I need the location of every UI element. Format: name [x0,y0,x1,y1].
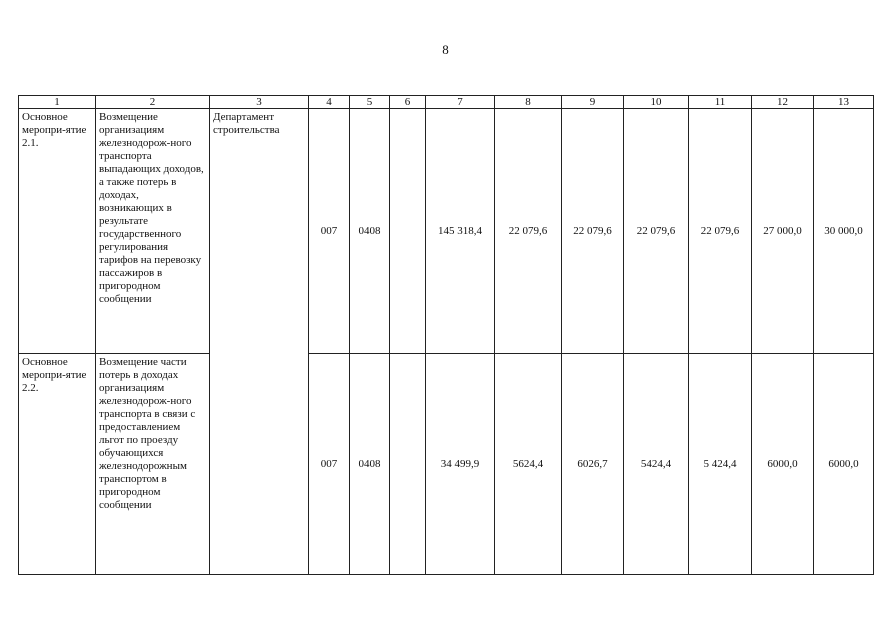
total-amount-cell: 34 499,9 [426,354,495,575]
amount-cell-13: 30 000,0 [814,109,874,354]
event-code-cell: Основное меропри-ятие 2.1. [19,109,96,354]
total-amount-cell: 145 318,4 [426,109,495,354]
table-row [19,109,874,354]
amount-cell-8: 22 079,6 [495,109,562,354]
header-cell-12: 12 [752,96,814,109]
amount-cell-10: 5424,4 [624,354,689,575]
table-header-row [19,96,874,109]
program-table [18,95,874,575]
header-cell-10: 10 [624,96,689,109]
section-code-cell: 0408 [350,354,390,575]
header-cell-2: 2 [96,96,210,109]
executor-cell: Департамент строительства [210,109,309,354]
event-description-cell: Возмещение части потерь в доходах организациям железнодорож-ного транспорта в связи с предоставлением льгот по проезду обучающихся железнодорожным транспортом в пригородном сообщении [96,354,210,575]
header-cell-1: 1 [19,96,96,109]
page-number: 8 [442,42,449,57]
header-cell-11: 11 [689,96,752,109]
col6-cell [390,354,426,575]
amount-cell-12: 6000,0 [752,354,814,575]
col6-cell [390,109,426,354]
header-cell-7: 7 [426,96,495,109]
amount-cell-9: 6026,7 [562,354,624,575]
event-code-cell: Основное меропри-ятие 2.2. [19,354,96,575]
amount-cell-9: 22 079,6 [562,109,624,354]
amount-cell-8: 5624,4 [495,354,562,575]
header-cell-9: 9 [562,96,624,109]
header-cell-3: 3 [210,96,309,109]
amount-cell-11: 5 424,4 [689,354,752,575]
amount-cell-11: 22 079,6 [689,109,752,354]
section-code-cell: 0408 [350,109,390,354]
header-cell-5: 5 [350,96,390,109]
grbs-code-cell: 007 [309,109,350,354]
amount-cell-13: 6000,0 [814,354,874,575]
amount-cell-12: 27 000,0 [752,109,814,354]
executor-cell [210,354,309,575]
amount-cell-10: 22 079,6 [624,109,689,354]
header-cell-6: 6 [390,96,426,109]
header-cell-8: 8 [495,96,562,109]
table-row [19,354,874,575]
header-cell-13: 13 [814,96,874,109]
event-description-cell: Возмещение организациям железнодорож-ного транспорта выпадающих доходов, а также потерь в доходах, возникающих в результате государственного регулирования тарифов на перевозку пассажиров в пригородном сообщении [96,109,210,354]
header-cell-4: 4 [309,96,350,109]
grbs-code-cell: 007 [309,354,350,575]
